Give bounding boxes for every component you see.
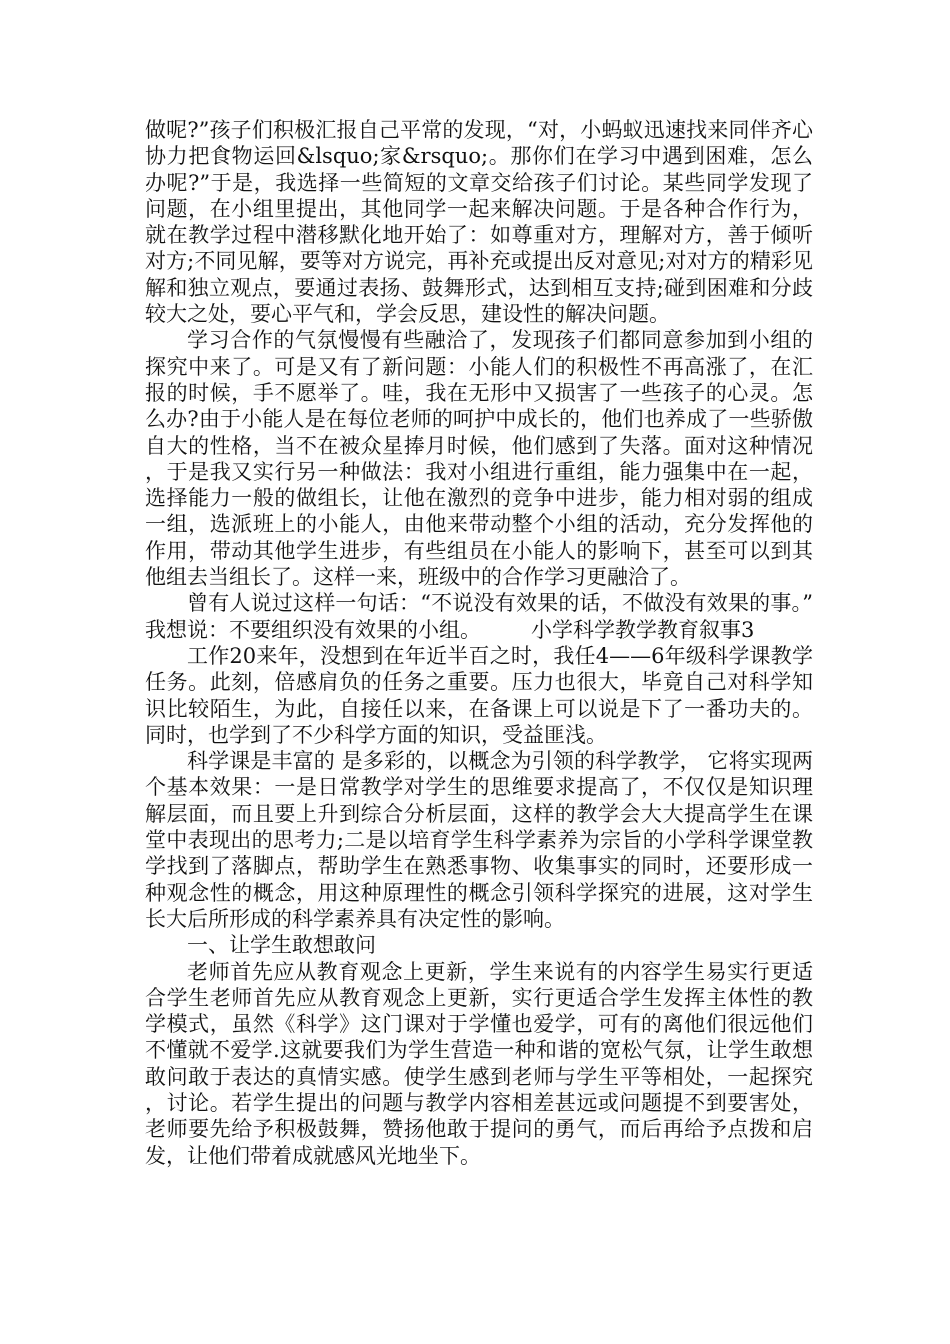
document-body [145, 117, 813, 1169]
paragraph-6: 老师首先应从教育观念上更新，学生来说有的内容学生易实行更适合学生老师首先应从教育观念上更新，实行更适合学生发挥主体性的教学模式，虽然《科学》这门课对于学懂也爱学，可有的离他们很远他们不懂就不爱学.这就要我们为学生营造一种和谐的宽松气氛，让学生敢想敢问敢于表达的真情实感。使学生感到老师与学生平等相处，一起探究，讨论。若学生提出的问题与教学内容相差甚远或问题提不到要害处，老师要先给予积极鼓舞，赞扬他敢于提问的勇气，而后再给予点拨和启发，让他们带着成就感风光地坐下。 [145, 959, 813, 1168]
paragraph-1: 做呢?”孩子们积极汇报自己平常的发现，“对，小蚂蚁迅速找来同伴齐心协力把食物运回&lsquo;家&rsquo;。那你们在学习中遇到困难，怎么办呢?”于是，我选择一些简短的文章交给孩子们讨论。某些同学发现了问题，在小组里提出，其他同学一起来解决问题。于是各种合作行为，就在教学过程中潜移默化地开始了：如尊重对方，理解对方，善于倾听对方;不同见解，要等对方说完，再补充或提出反对意见;对对方的精彩见解和独立观点，要通过表扬、鼓舞形式，达到相互支持;碰到困难和分歧较大之处，要心平气和，学会反思，建设性的解决问题。 [145, 118, 813, 327]
subheading: 一、让学生敢想敢问 [187, 933, 376, 958]
paragraph-5: 科学课是丰富的 是多彩的，以概念为引领的科学教学， 它将实现两个基本效果：一是日常教学对学生的思维要求提高了，不仅仅是知识理解层面，而且要上升到综合分析层面，这样的教学会大大提高学生在课堂中表现出的思考力;二是以培育学生科学素养为宗旨的小学科学课堂教学找到了落脚点，帮助学生在熟悉事物、收集事实的同时，还要形成一种观念性的概念，用这种原理性的概念引领科学探究的进展，这对学生长大后所形成的科学素养具有决定性的影响。 [145, 749, 813, 931]
paragraph-2: 学习合作的气氛慢慢有些融洽了，发现孩子们都同意参加到小组的探究中来了。可是又有了新问题：小能人们的积极性不再高涨了，在汇报的时候，手不愿举了。哇，我在无形中又损害了一些孩子的心灵。怎么办?由于小能人是在每位老师的呵护中成长的，他们也养成了一些骄傲自大的性格，当不在被众星捧月时候，他们感到了失落。面对这种情况，于是我又实行另一种做法：我对小组进行重组，能力强集中在一起，选择能力一般的做组长，让他在激烈的竞争中进步，能力相对弱的组成一组，选派班上的小能人，由他来带动整个小组的活动，充分发挥他的作用，带动其他学生进步，有些组员在小能人的影响下，甚至可以到其他组去当组长了。这样一来，班级中的合作学习更融洽了。 [145, 328, 813, 590]
paragraph-4: 工作20来年，没想到在年近半百之时，我任4——6年级科学课教学任务。此刻，倍感肩负的任务之重要。压力也很大，毕竟自己对科学知识比较陌生，为此，自接任以来，在备课上可以说是下了一番功夫的。同时，也学到了不少科学方面的知识，受益匪浅。 [145, 643, 813, 747]
paragraph-3 [145, 590, 813, 643]
paragraph-3-text: 曾有人说过这样一句话：“不说没有效果的话，不做没有效果的事。”我想说：不要组织没有效果的小组。 [145, 591, 813, 642]
section-heading-inline: 小学科学教学教育叙事3 [531, 617, 755, 642]
